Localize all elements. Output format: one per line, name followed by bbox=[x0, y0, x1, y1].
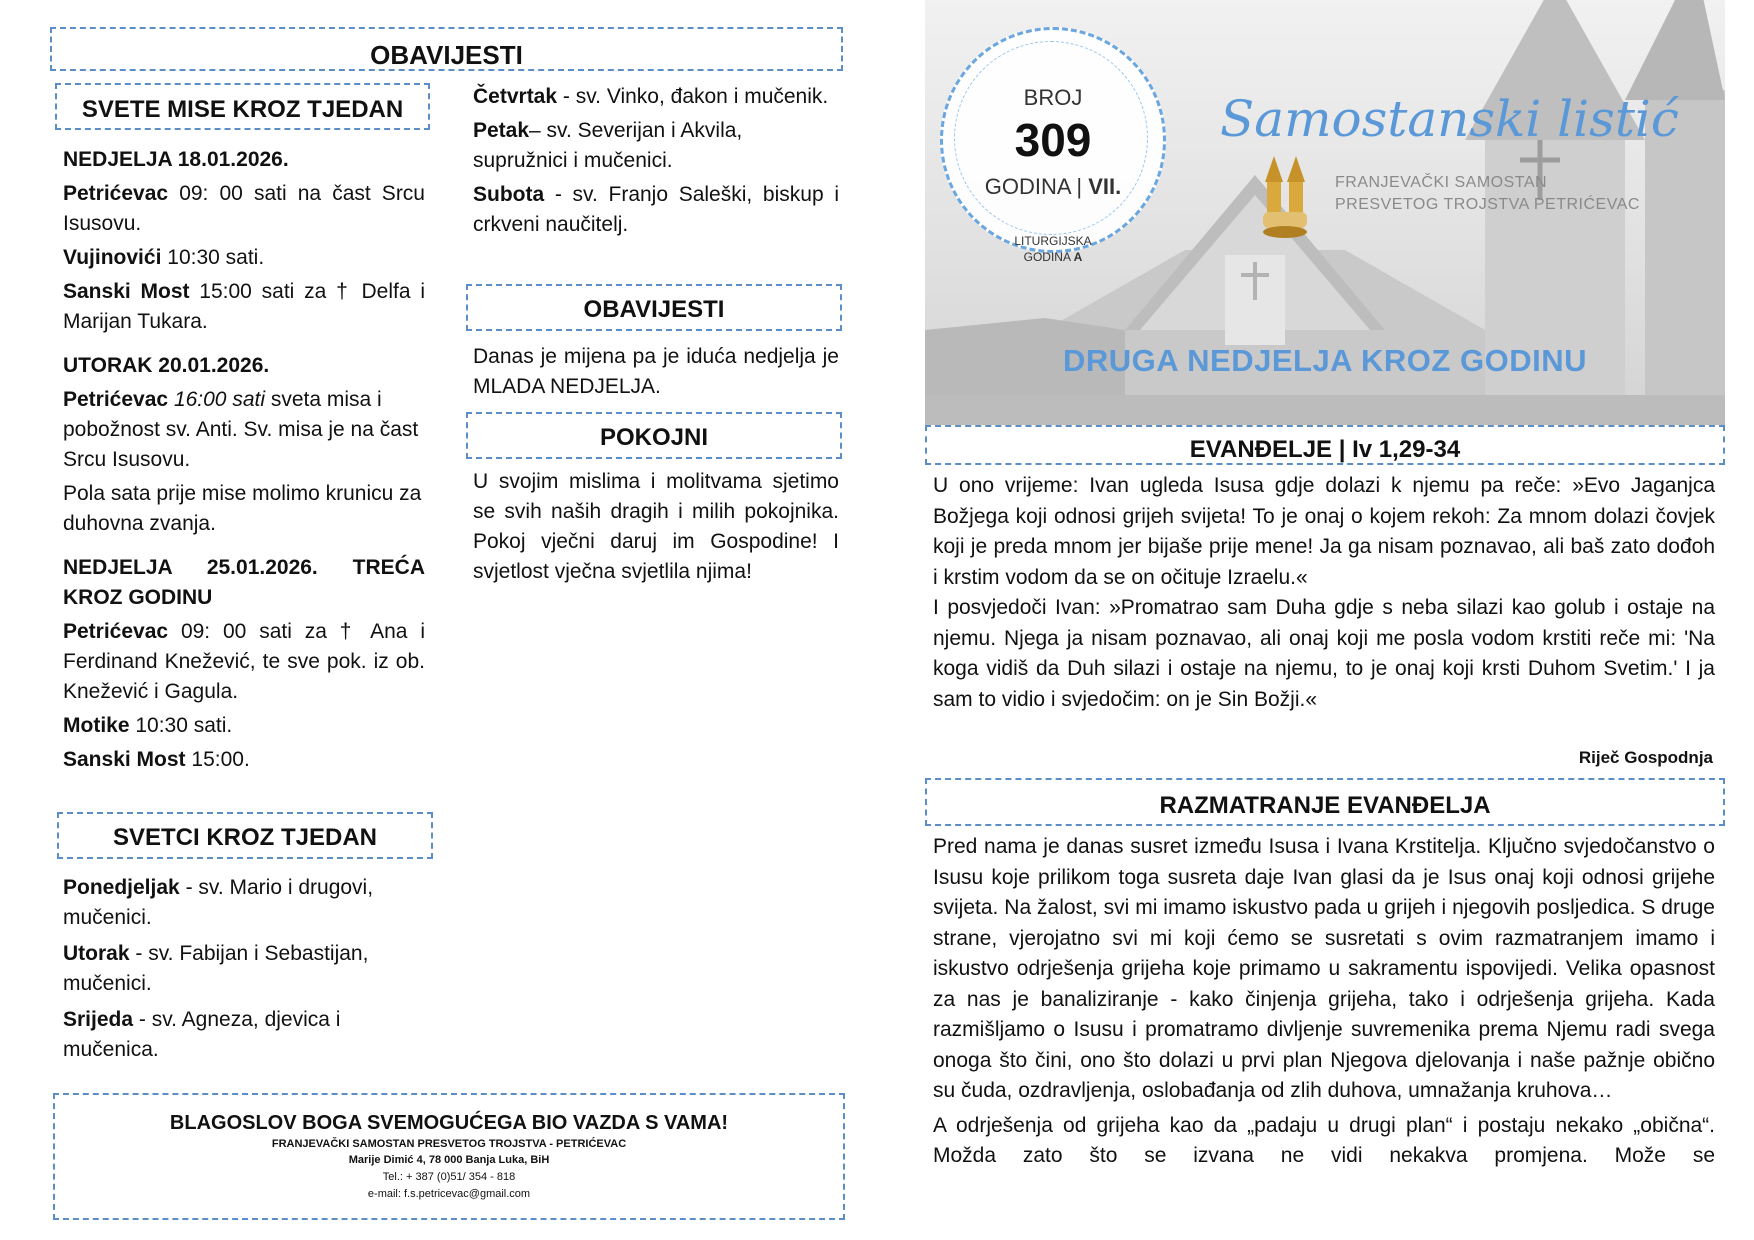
masses-column bbox=[63, 145, 425, 789]
liturgical-year-value: A bbox=[1073, 250, 1083, 264]
gospel-para-1: U ono vrijeme: Ivan ugleda Isusa gdje dolazi k njemu pa reče: »Evo Jaganjca Božjega koji odnosi grijeh svijeta! To je onaj o kojem rekoh: Za mnom dolazi čovjek koji je preda mnom jer bijaše prije mene! Ja ga nisam poznavao, ali baš zato dođoh i krstim vodom da se on očituje Izraelu.« bbox=[933, 474, 1715, 589]
gospel-text bbox=[933, 471, 1715, 715]
saint-text: – sv. Severijan i Akvila, supružnici i mučenici. bbox=[473, 119, 743, 172]
notices-heading: OBAVIJESTI bbox=[583, 296, 725, 323]
saint-day: Srijeda bbox=[63, 1008, 134, 1031]
mass-place: Sanski Most bbox=[63, 280, 190, 303]
gospel-heading: EVANĐELJE | Iv 1,29-34 bbox=[1189, 436, 1461, 463]
liturgical-year bbox=[940, 250, 1166, 264]
saints-column-2 bbox=[473, 82, 839, 244]
saint-text: - sv. Fabijan i Sebastijan, mučenici. bbox=[63, 942, 369, 995]
mass-text: 10:30 sati. bbox=[167, 246, 265, 269]
mass-place: Petrićevac bbox=[63, 182, 169, 205]
mass-place: Motike bbox=[63, 714, 130, 737]
brand-title: Samostanski listić bbox=[1220, 90, 1679, 148]
saint-day: Ponedjeljak bbox=[63, 876, 180, 899]
deceased-text: U svojim mislima i molitvama sjetimo se svih naših dragih i milih pokojnika. Pokoj vječni daruj im Gospodine! I svjetlost vječna svjetlila njima! bbox=[473, 470, 839, 583]
mass-day: NEDJELJA 18.01.2026. bbox=[63, 148, 289, 171]
main-heading: OBAVIJESTI bbox=[370, 40, 523, 70]
mass-block-3 bbox=[63, 553, 425, 775]
godina-value: VII. bbox=[1088, 174, 1122, 199]
liturgical-year-label: GODINA bbox=[1023, 250, 1071, 264]
mass-day: UTORAK 20.01.2026. bbox=[63, 354, 270, 377]
mass-day: NEDJELJA 25.01.2026. TREĆA KROZ GODINU bbox=[63, 556, 425, 609]
saint-text: - sv. Franjo Saleški, biskup i crkveni naučitelj. bbox=[473, 183, 839, 236]
brand-subtitle-1: FRANJEVAČKI SAMOSTAN bbox=[1335, 174, 1548, 191]
monastery-emblem-icon bbox=[1255, 150, 1315, 240]
footer-email: e-mail: f.s.petricevac@gmail.com bbox=[367, 1188, 531, 1200]
mass-text: 09: 00 sati na čast Srcu Isusovu. bbox=[63, 182, 425, 235]
reflection-text bbox=[933, 832, 1715, 1172]
brand-subtitle-2: PRESVETOG TROJSTVA PETRIĆEVAC bbox=[1335, 196, 1640, 213]
footer-phone: Tel.: + 387 (0)51/ 354 - 818 bbox=[382, 1171, 516, 1183]
deceased-heading: POKOJNI bbox=[599, 424, 709, 451]
footer-org: FRANJEVAČKI SAMOSTAN PRESVETOG TROJSTVA - PETRIĆEVAC bbox=[271, 1138, 627, 1150]
mass-block-2 bbox=[63, 351, 425, 539]
masses-heading: SVETE MISE KROZ TJEDAN bbox=[81, 96, 404, 123]
saints-column-1 bbox=[63, 873, 423, 1069]
godina-label: GODINA | bbox=[984, 174, 1083, 199]
saint-day: Četvrtak bbox=[473, 85, 558, 108]
mass-time: 16:00 sati bbox=[173, 388, 266, 411]
reflection-heading: RAZMATRANJE EVANĐELJA bbox=[1159, 792, 1491, 819]
reflection-para-1: Pred nama je danas susret između Isusa i Ivana Krstitelja. Ključno svjedočanstvo o Isusu koje prilikom toga susreta daje Ivan glasi da je Isus onaj koji odnosi grijehe svijeta. Na žalost, svi mi imamo iskustvo pada u grijeh i njegovih posljedica. S druge strane, vjerojatno svi mi koji ćemo se susretati s ovim razmatranjem imamo i iskustvo odrješenja grijeha koje primamo u sakramentu ispovijedi. Velika opasnost za nas je banaliziranje - kako činjenja grijeha, tako i odrješenja grijeha. Kada razmišljamo o Isusu i promatramo divljenje suvremenika prema Njemu radi svega onoga što čini, ono što dolazi u prvi plan Njegova djelovanja i naše pažnje obično su čuda, ozdravljenja, oslobađanja od zlih duhova, umnažanja kruhova… bbox=[933, 835, 1715, 1102]
saint-text: - sv. Agneza, djevica i mučenica. bbox=[63, 1008, 341, 1061]
header-image bbox=[925, 0, 1725, 425]
saint-text: - sv. Mario i drugovi, mučenici. bbox=[63, 876, 374, 929]
issue-number: 309 bbox=[1014, 114, 1092, 166]
footer-address: Marije Dimić 4, 78 000 Banja Luka, BiH bbox=[348, 1154, 550, 1166]
mass-text: sveta misa i pobožnost sv. Anti. Sv. misa je na čast Srcu Isusovu. bbox=[63, 388, 419, 471]
mass-text: Pola sata prije mise molimo krunicu za duhovna zvanja. bbox=[63, 482, 422, 535]
gospel-para-2: I posvjedoči Ivan: »Promatrao sam Duha gdje s neba silazi kao golub i ostaje na njemu. Njega ja nisam poznavao, ali onaj koji me posla vodom krstiti reče mi: 'Na koga vidiš da Duh silazi i ostaje na njemu, to je onaj koji krsti Duhom Svetim.' I ja sam to vidio i svjedočim: on je Sin Božji.« bbox=[933, 596, 1715, 711]
godina-line bbox=[940, 174, 1166, 200]
mass-text: 10:30 sati. bbox=[135, 714, 233, 737]
saint-day: Petak bbox=[473, 119, 530, 142]
footer bbox=[53, 1110, 845, 1203]
mass-place: Petrićevac bbox=[63, 620, 169, 643]
notices-text: Danas je mijena pa je iduća nedjelja je MLADA NEDJELJA. bbox=[473, 345, 839, 398]
mass-place: Petrićevac bbox=[63, 388, 169, 411]
saint-day: Subota bbox=[473, 183, 545, 206]
broj-label: BROJ bbox=[1023, 85, 1083, 110]
saints-heading: SVETCI KROZ TJEDAN bbox=[112, 824, 378, 851]
reflection-para-2: A odrješenja od grijeha kao da „padaju u drugi plan“ i postaju nekako „obična“. Možda zato što se izvana ne vidi nekakva promjena. Može se bbox=[933, 1113, 1715, 1167]
mass-text: 09: 00 sati za † Ana i Ferdinand Knežević, te sve pok. iz ob. Knežević i Gagula. bbox=[63, 620, 426, 703]
saint-day: Utorak bbox=[63, 942, 130, 965]
saint-text: - sv. Vinko, đakon i mučenik. bbox=[562, 85, 829, 108]
mass-place: Vujinovići bbox=[63, 246, 162, 269]
liturgical-label: LITURGIJSKA bbox=[1014, 234, 1092, 248]
footer-blessing: BLAGOSLOV BOGA SVEMOGUĆEGA BIO VAZDA S VAMA! bbox=[169, 1112, 729, 1134]
mass-place: Sanski Most bbox=[63, 748, 186, 771]
mass-text: 15:00. bbox=[191, 748, 250, 771]
mass-block-1 bbox=[63, 145, 425, 337]
gospel-closing: Riječ Gospodnja bbox=[1578, 748, 1713, 767]
mass-text: 15:00 sati za † Delfa i Marijan Tukara. bbox=[63, 280, 425, 333]
sunday-title: DRUGA NEDJELJA KROZ GODINU bbox=[1063, 343, 1587, 378]
